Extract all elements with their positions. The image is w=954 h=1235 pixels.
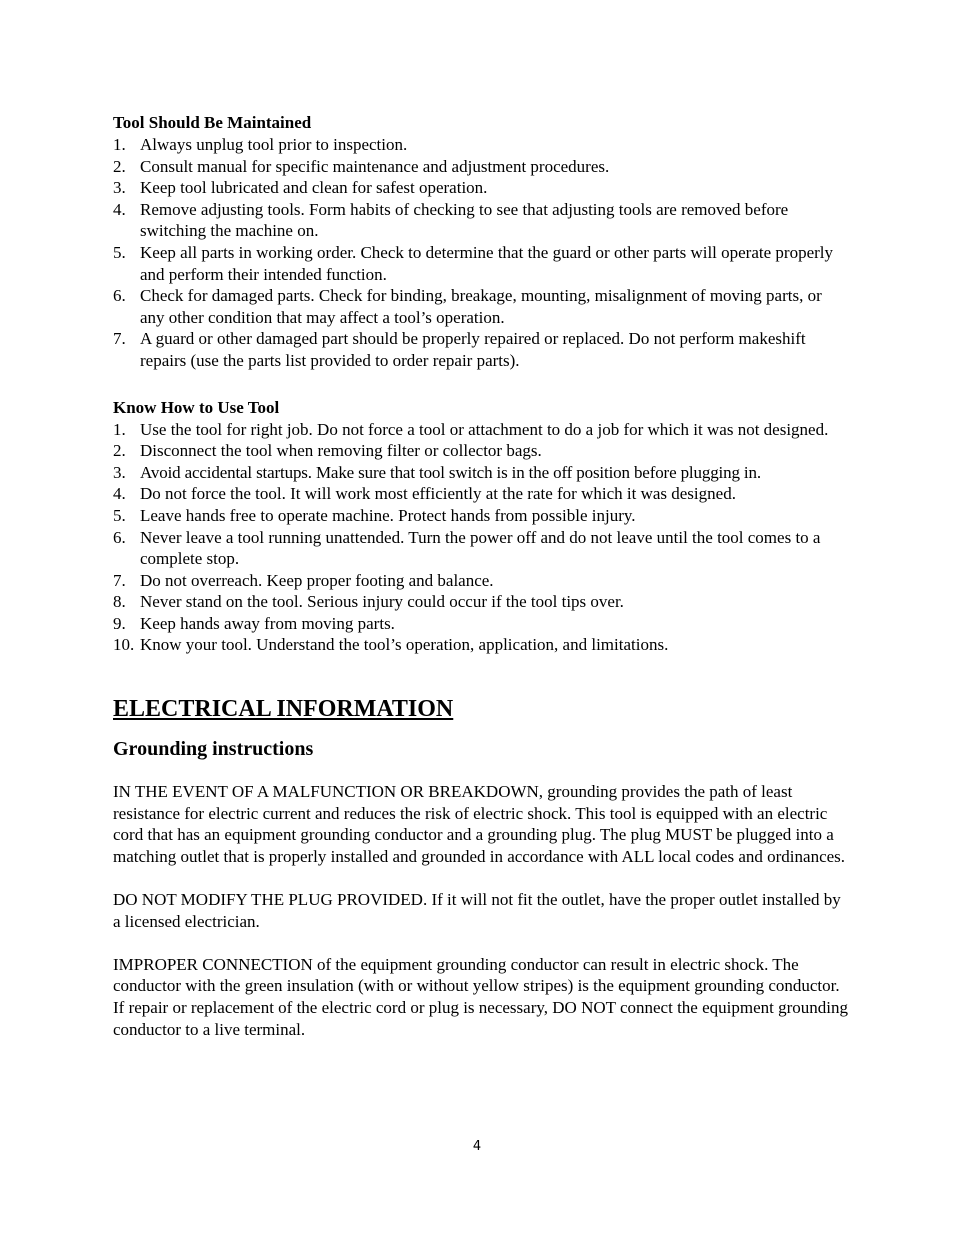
- list-item: [113, 419, 848, 441]
- list-item: [113, 613, 848, 635]
- know-how-heading: Know How to Use Tool: [113, 397, 280, 417]
- list-item-number: 6.: [113, 527, 126, 547]
- grounding-paragraph: DO NOT MODIFY THE PLUG PROVIDED. If it will not fit the outlet, have the proper outlet installed by a licensed electrician.: [113, 890, 841, 931]
- paragraph-spacer: [113, 867, 848, 889]
- list-item: [113, 634, 848, 656]
- list-item-text: Never stand on the tool. Serious injury could occur if the tool tips over.: [140, 592, 624, 612]
- list-item-number: 9.: [113, 613, 126, 633]
- list-item-number: 2.: [113, 156, 126, 176]
- list-item: [113, 591, 848, 613]
- list-item-number: 8.: [113, 592, 126, 612]
- list-item: [113, 177, 848, 199]
- list-item: [113, 570, 848, 592]
- list-item-text: Do not force the tool. It will work most efficiently at the rate for which it was designed.: [140, 484, 736, 504]
- list-item-number: 3.: [113, 178, 126, 198]
- electrical-information-heading: ELECTRICAL INFORMATION: [113, 696, 454, 723]
- list-item-number: 1.: [113, 419, 126, 439]
- list-item-number: 6.: [113, 286, 126, 306]
- list-item-text: Keep tool lubricated and clean for safest operation.: [140, 178, 488, 198]
- list-item: [113, 134, 848, 156]
- list-item: [113, 527, 848, 570]
- list-item-text: Keep all parts in working order. Check to determine that the guard or other parts will operate properly and perform their intended function.: [140, 242, 833, 284]
- list-item-number: 5.: [113, 242, 126, 262]
- list-item-number: 3.: [113, 462, 126, 482]
- list-item: [113, 285, 848, 328]
- tool-maintained-heading: Tool Should Be Maintained: [113, 113, 312, 132]
- list-item-number: 4.: [113, 199, 126, 219]
- list-item: [113, 328, 848, 371]
- section-spacer: [113, 372, 848, 397]
- list-item-text: Keep hands away from moving parts.: [140, 613, 395, 633]
- list-item: [113, 505, 848, 527]
- section-spacer: [113, 762, 848, 781]
- list-item-text: Use the tool for right job. Do not force a tool or attachment to do a job for which it was not designed.: [140, 419, 829, 439]
- grounding-paragraph: IMPROPER CONNECTION of the equipment grounding conductor can result in electric shock. The conductor with the green insulation (with or without yellow stripes) is the equipment grounding conductor. If repair or replacement of the electric cord or plug is necessary, DO NOT connect the equipment grounding conductor to a live terminal.: [113, 954, 848, 1039]
- paragraph-spacer: [113, 932, 848, 954]
- list-item-text: Remove adjusting tools. Form habits of checking to see that adjusting tools are removed before switching the machine on.: [140, 199, 789, 241]
- list-item-number: 5.: [113, 505, 126, 525]
- list-item-number: 7.: [113, 329, 126, 349]
- list-item: [113, 156, 848, 178]
- list-item-number: 1.: [113, 135, 126, 154]
- list-item: [113, 483, 848, 505]
- list-item-number: 7.: [113, 570, 126, 590]
- page-number: 4: [472, 1139, 482, 1154]
- list-item-text: Never leave a tool running unattended. Turn the power off and do not leave until the tool comes to a complete stop.: [140, 527, 821, 569]
- grounding-instructions-heading: Grounding instructions: [113, 738, 314, 761]
- tool-maintained-list: [113, 134, 848, 372]
- section-spacer: [113, 724, 848, 736]
- document-page: [113, 112, 848, 1040]
- list-item-text: Check for damaged parts. Check for binding, breakage, mounting, misalignment of moving parts, or any other condition that may affect a tool’s operation.: [140, 286, 822, 327]
- list-item-text: Avoid accidental startups. Make sure that tool switch is in the off position before plugging in.: [140, 462, 761, 482]
- list-item: [113, 440, 848, 462]
- section-spacer: [113, 656, 848, 694]
- list-item: [113, 462, 848, 484]
- list-item-text: Always unplug tool prior to inspection.: [140, 135, 408, 154]
- list-item-text: Leave hands free to operate machine. Protect hands from possible injury.: [140, 505, 636, 525]
- list-item-text: Disconnect the tool when removing filter or collector bags.: [140, 441, 542, 461]
- list-item-number: 2.: [113, 441, 126, 461]
- list-item-text: Do not overreach. Keep proper footing and balance.: [140, 570, 494, 590]
- list-item-number: 10.: [113, 635, 135, 655]
- list-item: [113, 199, 848, 242]
- list-item-text: Consult manual for specific maintenance and adjustment procedures.: [140, 156, 610, 176]
- grounding-paragraph: IN THE EVENT OF A MALFUNCTION OR BREAKDOWN, grounding provides the path of least resistance for electric current and reduces the risk of electric shock. This tool is equipped with an electric cord that has an equipment grounding conductor and a grounding plug. The plug MUST be plugged into a matching outlet that is properly installed and grounded in accordance with ALL local codes and ordinances.: [113, 782, 846, 866]
- know-how-list: [113, 419, 848, 657]
- list-item-number: 4.: [113, 484, 126, 504]
- list-item-text: Know your tool. Understand the tool’s operation, application, and limitations.: [140, 635, 669, 655]
- list-item: [113, 242, 848, 285]
- list-item-text: A guard or other damaged part should be properly repaired or replaced. Do not perform makeshift repairs (use the parts list provided to order repair parts).: [140, 329, 806, 370]
